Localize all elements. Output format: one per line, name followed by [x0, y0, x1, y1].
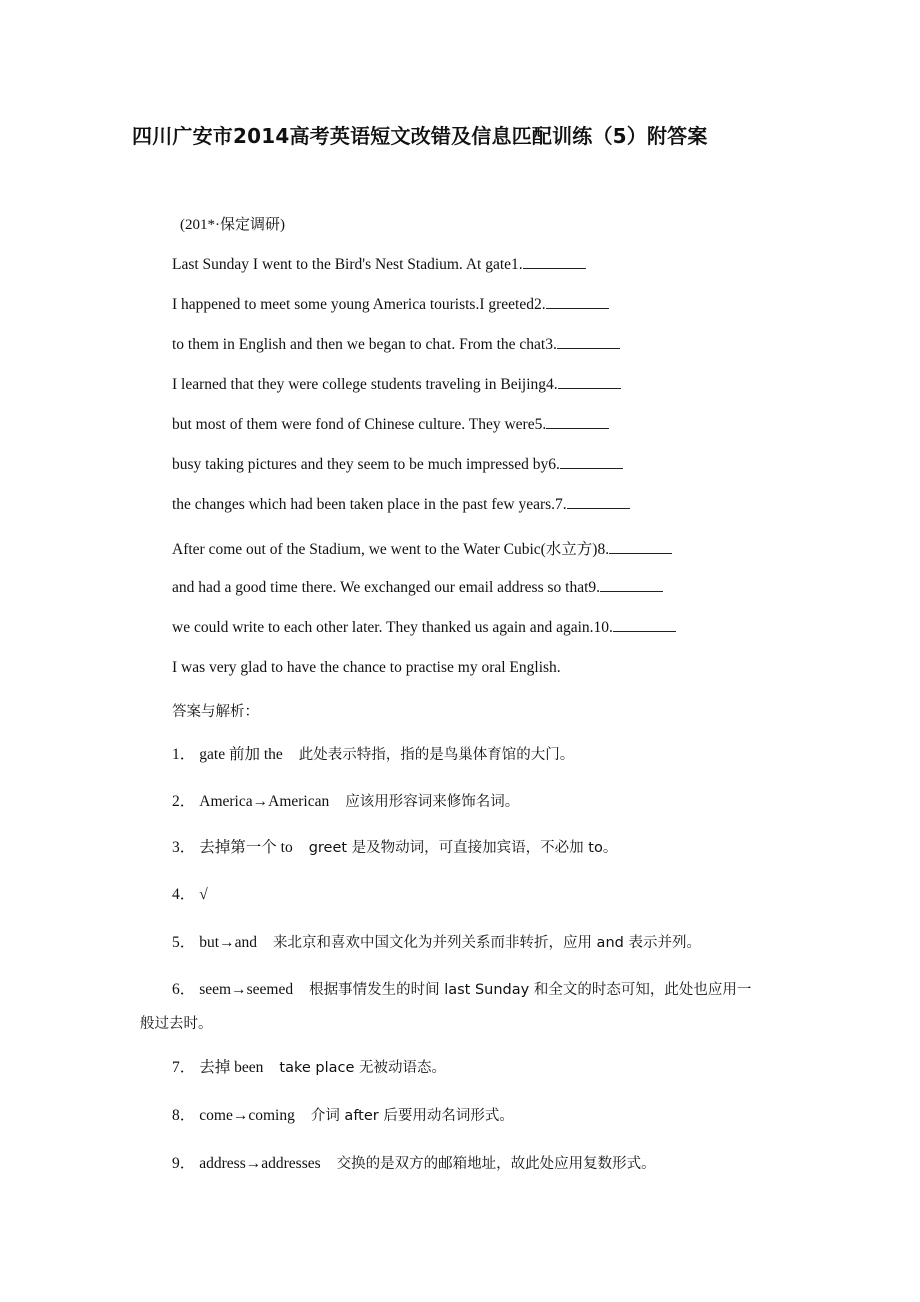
source-note: (201*·保定调研) [180, 217, 285, 233]
answer-blank [567, 496, 630, 509]
answer-item-continuation: 般过去时。 [140, 1016, 213, 1032]
answer-blank [557, 336, 620, 349]
answer-blank [546, 296, 609, 309]
answer-item: 4． √ [172, 886, 208, 903]
passage-line: Last Sunday I went to the Bird's Nest Stadium. At gate1. [172, 256, 586, 274]
answer-item: 9． address→addresses 交换的是双方的邮箱地址，故此处应用复数形式。 [172, 1155, 656, 1172]
answer-item: 3． 去掉第一个 to greet 是及物动词，可直接加宾语，不必加 to。 [172, 839, 618, 856]
answer-blank [613, 619, 676, 632]
answer-blank [523, 256, 586, 269]
answer-blank [558, 376, 621, 389]
answers-heading: 答案与解析： [172, 704, 259, 720]
passage-line: I happened to meet some young America tourists.I greeted2. [172, 296, 609, 314]
passage-line: to them in English and then we began to chat. From the chat3. [172, 336, 620, 354]
answer-item: 8． come→coming 介词 after 后要用动名词形式。 [172, 1107, 514, 1124]
answer-item: 5． but→and 来北京和喜欢中国文化为并列关系而非转折，应用 and 表示并列。 [172, 934, 701, 951]
answer-item: 7． 去掉 been take place 无被动语态。 [172, 1059, 447, 1076]
document-title: 四川广安市2014高考英语短文改错及信息匹配训练（5）附答案 [132, 124, 708, 148]
passage-line: I was very glad to have the chance to practise my oral English. [172, 659, 561, 676]
answer-blank [546, 416, 609, 429]
passage-line: we could write to each other later. They thanked us again and again.10. [172, 619, 676, 637]
answer-blank [560, 456, 623, 469]
answer-item: 6． seem→seemed 根据事情发生的时间 last Sunday 和全文的时态可知，此处也应用一 [172, 981, 752, 998]
passage-line: the changes which had been taken place in the past few years.7. [172, 496, 630, 514]
passage-line: but most of them were fond of Chinese culture. They were5. [172, 416, 609, 434]
passage-line: I learned that they were college students traveling in Beijing4. [172, 376, 621, 394]
answer-blank [609, 541, 672, 554]
check-mark-icon: √ [199, 886, 208, 903]
passage-line: After come out of the Stadium, we went to the Water Cubic(水立方)8. [172, 537, 672, 559]
answer-item: 2． America→American 应该用形容词来修饰名词。 [172, 793, 520, 810]
answer-item: 1． gate 前加 the 此处表示特指，指的是鸟巢体育馆的大门。 [172, 746, 575, 763]
passage-line: and had a good time there. We exchanged our email address so that9. [172, 579, 663, 597]
passage-line: busy taking pictures and they seem to be much impressed by6. [172, 456, 623, 474]
answer-blank [600, 579, 663, 592]
